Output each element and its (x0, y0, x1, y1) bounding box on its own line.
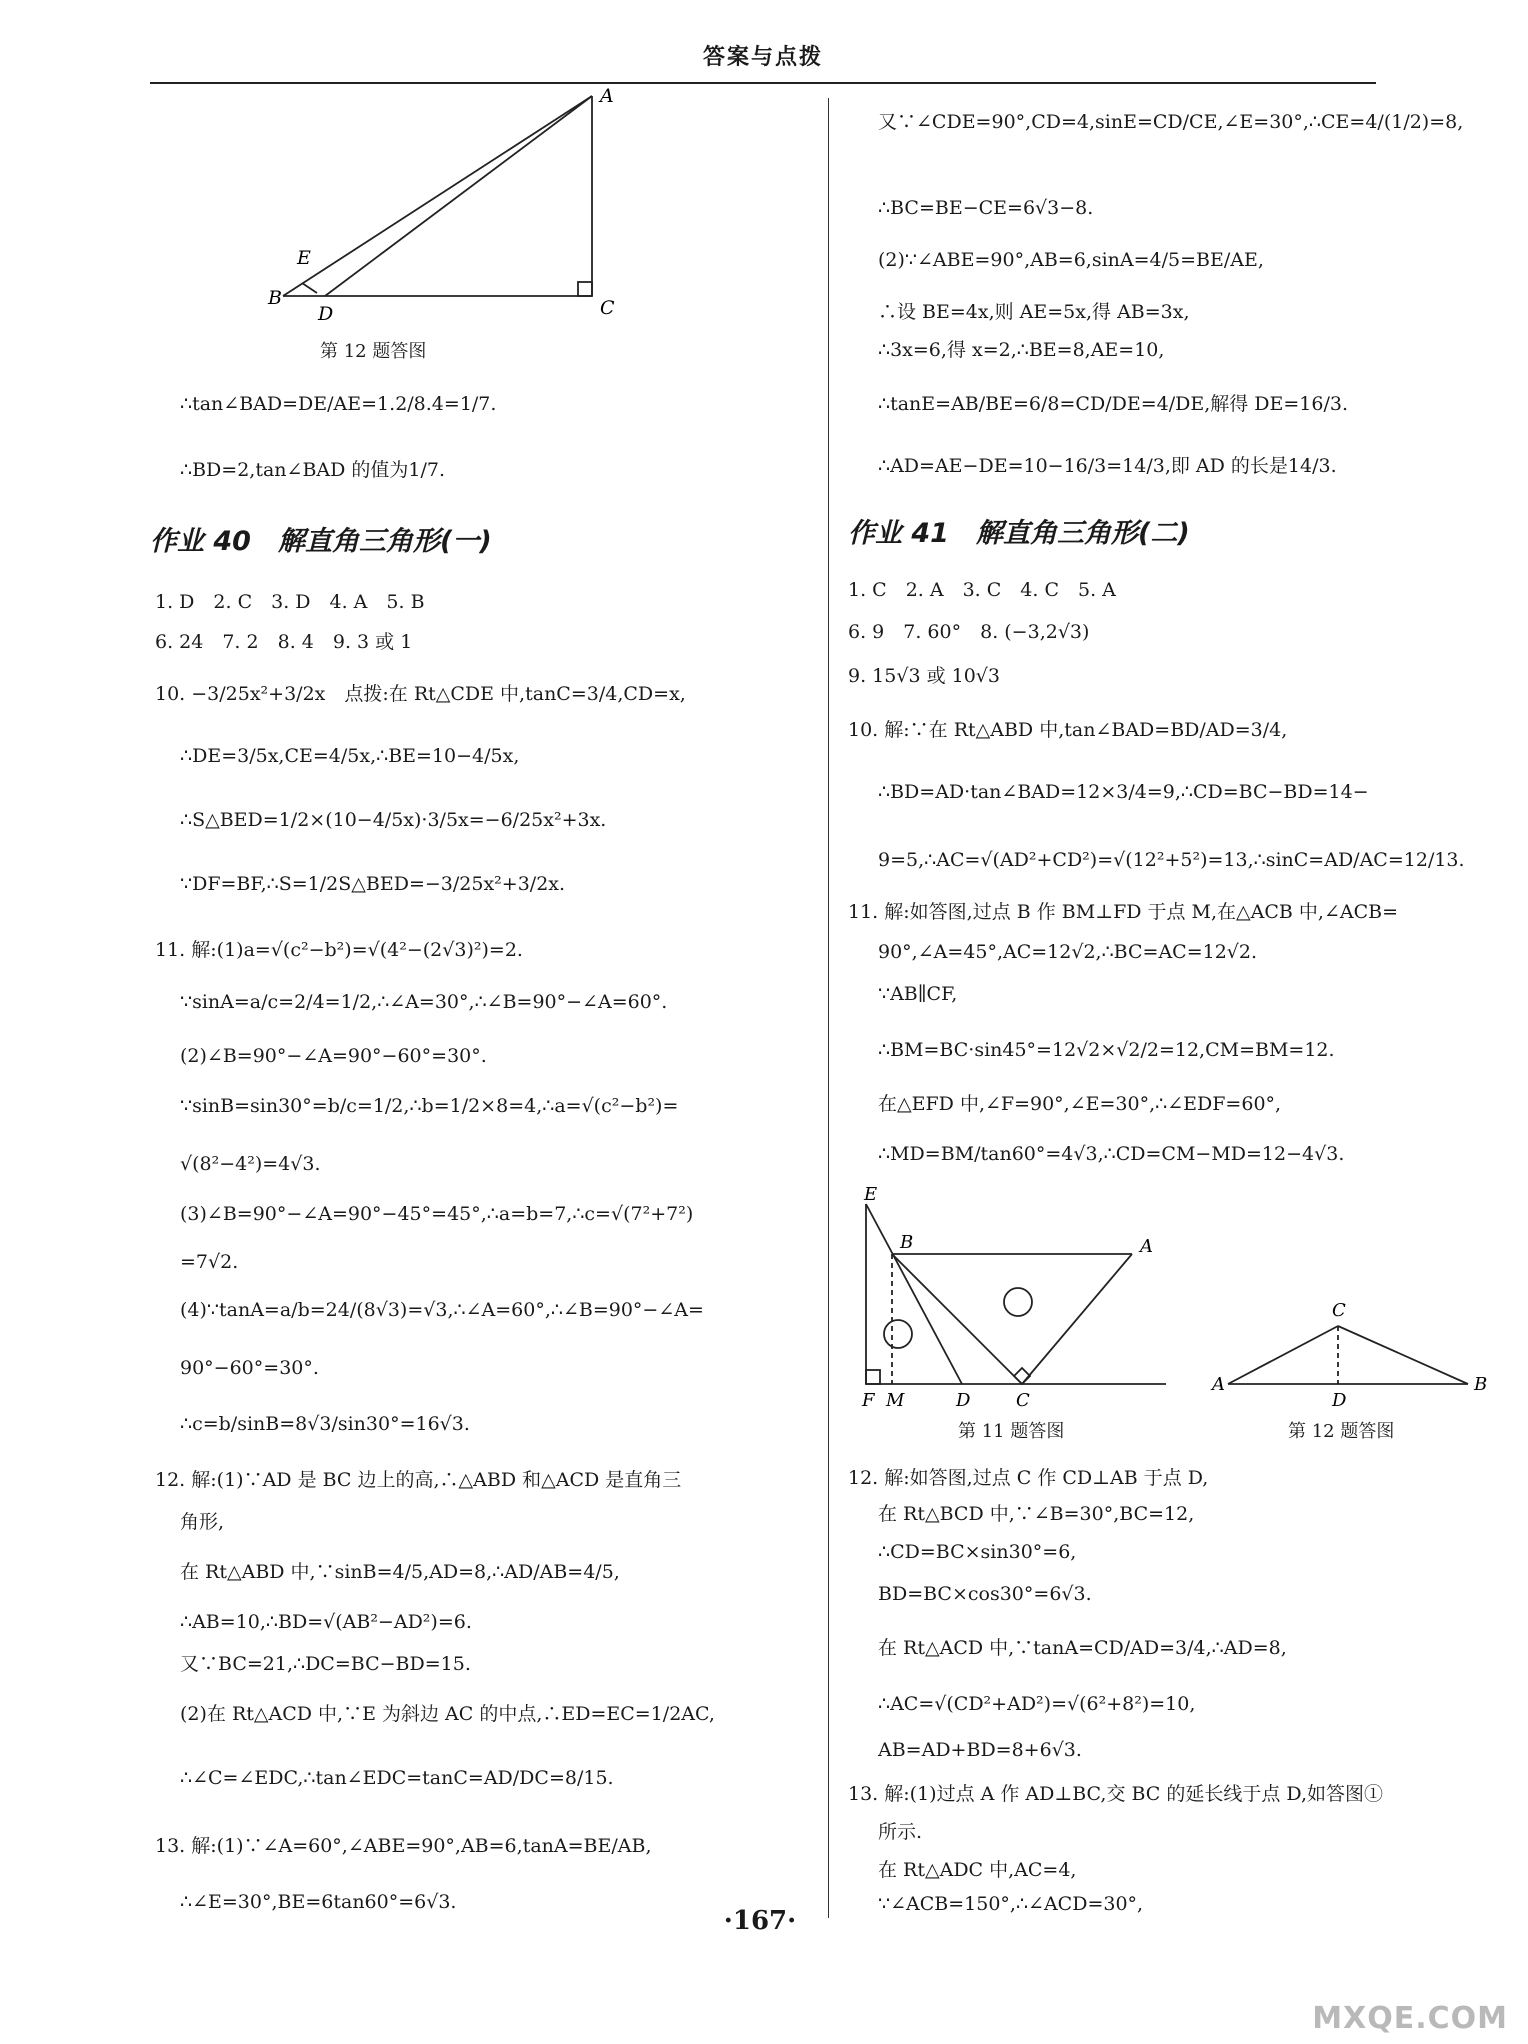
left-line-7: 11. 解:(1)a=√(c²−b²)=√(4²−(2√3)²)=2. (155, 939, 523, 961)
right-bottom-line-5: 在 Rt△ACD 中,∵tanA=CD/AD=3/4,∴AD=8, (878, 1637, 1287, 1659)
left-line-19: 在 Rt△ABD 中,∵sinB=4/5,AD=8,∴AD/AB=4/5, (180, 1561, 620, 1583)
right-mid-line-4: 10. 解:∵在 Rt△ABD 中,tan∠BAD=BD/AD=3/4, (848, 719, 1288, 741)
right-bottom-line-9: 所示. (878, 1821, 923, 1843)
fig11-label-f: F (862, 1390, 875, 1411)
fig12-right-caption: 第 12 题答图 (1288, 1421, 1395, 1442)
left-line-17: 12. 解:(1)∵AD 是 BC 边上的高,∴△ABD 和△ACD 是直角三 (155, 1469, 682, 1491)
right-mid-line-10: ∴BM=BC·sin45°=12√2×√2/2=12,CM=BM=12. (878, 1039, 1335, 1061)
right-top-line-7: ∴AD=AE−DE=10−16/3=14/3,即 AD 的长是14/3. (878, 455, 1337, 477)
left-top-line-1: ∴tan∠BAD=DE/AE=1.2/8.4=1/7. (180, 393, 497, 415)
right-mid-line-3: 9. 15√3 或 10√3 (848, 665, 1000, 687)
right-mid-line-8: 90°,∠A=45°,AC=12√2,∴BC=AC=12√2. (878, 941, 1258, 963)
page-number: ·167· (723, 1906, 797, 1936)
right-bottom-line-7: AB=AD+BD=8+6√3. (878, 1739, 1082, 1761)
fig11-label-b: B (900, 1232, 914, 1253)
right-top-line-1: 又∵∠CDE=90°,CD=4,sinE=CD/CE,∠E=30°,∴CE=4/(1/2)=8, (878, 111, 1464, 133)
right-mid-line-1: 1. C 2. A 3. C 4. C 5. A (848, 579, 1116, 601)
right-top-line-4: ∴设 BE=4x,则 AE=5x,得 AB=3x, (878, 301, 1190, 323)
right-mid-line-2: 6. 9 7. 60° 8. (−3,2√3) (848, 621, 1090, 643)
left-line-15: 90°−60°=30°. (180, 1357, 319, 1379)
header-rule (150, 82, 1376, 84)
left-line-23: ∴∠C=∠EDC,∴tan∠EDC=tanC=AD/DC=8/15. (180, 1767, 614, 1789)
left-line-13: =7√2. (180, 1251, 239, 1273)
left-line-21: 又∵BC=21,∴DC=BC−BD=15. (180, 1653, 471, 1675)
left-line-5: ∴S△BED=1/2×(10−4/5x)·3/5x=−6/25x²+3x. (180, 809, 607, 831)
left-line-14: (4)∵tanA=a/b=24/(8√3)=√3,∴∠A=60°,∴∠B=90°−∠A= (180, 1299, 704, 1321)
right-bottom-line-4: BD=BC×cos30°=6√3. (878, 1583, 1092, 1605)
left-line-3: 10. −3/25x²+3/2x 点拨:在 Rt△CDE 中,tanC=3/4,CD=x, (155, 683, 686, 705)
fig12-label-e: E (297, 247, 311, 269)
fig11-label-m: M (886, 1390, 905, 1411)
left-line-6: ∵DF=BF,∴S=1/2S△BED=−3/25x²+3/2x. (180, 873, 566, 895)
right-bottom-line-11: ∵∠ACB=150°,∴∠ACD=30°, (878, 1893, 1144, 1915)
figure-12-left (150, 85, 810, 420)
right-mid-line-12: ∴MD=BM/tan60°=4√3,∴CD=CM−MD=12−4√3. (878, 1143, 1345, 1165)
fig12-label-b: B (268, 287, 282, 309)
left-top-line-2: ∴BD=2,tan∠BAD 的值为1/7. (180, 459, 446, 481)
fig11-caption: 第 11 题答图 (958, 1421, 1065, 1442)
fig12-right-label-d: D (1332, 1390, 1347, 1411)
fig12-right-label-a: A (1212, 1374, 1225, 1395)
right-bottom-line-8: 13. 解:(1)过点 A 作 AD⊥BC,交 BC 的延长线于点 D,如答图① (848, 1783, 1384, 1805)
left-line-4: ∴DE=3/5x,CE=4/5x,∴BE=10−4/5x, (180, 745, 520, 767)
fig11-label-c: C (1016, 1390, 1030, 1411)
right-top-line-5: ∴3x=6,得 x=2,∴BE=8,AE=10, (878, 339, 1165, 361)
right-mid-line-7: 11. 解:如答图,过点 B 作 BM⊥FD 于点 M,在△ACB 中,∠ACB= (848, 901, 1399, 923)
right-bottom-line-3: ∴CD=BC×sin30°=6, (878, 1541, 1077, 1563)
left-line-11: √(8²−4²)=4√3. (180, 1153, 321, 1175)
right-bottom-line-6: ∴AC=√(CD²+AD²)=√(6²+8²)=10, (878, 1693, 1196, 1715)
left-line-22: (2)在 Rt△ACD 中,∵E 为斜边 AC 的中点,∴ED=EC=1/2AC, (180, 1703, 715, 1725)
fig12-right-label-c: C (1332, 1300, 1346, 1321)
right-top-line-6: ∴tanE=AB/BE=6/8=CD/DE=4/DE,解得 DE=16/3. (878, 393, 1349, 415)
right-mid-line-5: ∴BD=AD·tan∠BAD=12×3/4=9,∴CD=BC−BD=14− (878, 781, 1369, 803)
right-mid-line-11: 在△EFD 中,∠F=90°,∠E=30°,∴∠EDF=60°, (878, 1093, 1282, 1115)
left-line-9: (2)∠B=90°−∠A=90°−60°=30°. (180, 1045, 487, 1067)
left-line-18: 角形, (180, 1511, 225, 1533)
left-line-10: ∵sinB=sin30°=b/c=1/2,∴b=1/2×8=4,∴a=√(c²−b²)= (180, 1095, 679, 1117)
fig12-label-a: A (600, 85, 614, 107)
left-line-1: 1. D 2. C 3. D 4. A 5. B (155, 591, 425, 613)
right-top-line-3: (2)∵∠ABE=90°,AB=6,sinA=4/5=BE/AE, (878, 249, 1264, 271)
section-title-40: 作业 40 解直角三角形(一) (150, 526, 492, 557)
left-line-12: (3)∠B=90°−∠A=90°−45°=45°,∴a=b=7,∴c=√(7²+7²) (180, 1203, 694, 1225)
left-line-20: ∴AB=10,∴BD=√(AB²−AD²)=6. (180, 1611, 472, 1633)
fig12-label-d: D (318, 303, 334, 325)
right-mid-line-6: 9=5,∴AC=√(AD²+CD²)=√(12²+5²)=13,∴sinC=AD/AC=12/13. (878, 849, 1465, 871)
fig11-label-a: A (1140, 1236, 1153, 1257)
page-header: 答案与点拨 (702, 45, 823, 70)
fig11-label-e: E (864, 1184, 878, 1205)
figure-11-12-right (848, 1184, 1528, 1446)
fig11-label-d: D (956, 1390, 971, 1411)
fig12-right-label-b: B (1474, 1374, 1488, 1395)
left-line-2: 6. 24 7. 2 8. 4 9. 3 或 1 (155, 631, 413, 653)
right-mid-line-9: ∵AB∥CF, (878, 983, 958, 1005)
right-bottom-line-10: 在 Rt△ADC 中,AC=4, (878, 1859, 1077, 1881)
left-line-16: ∴c=b/sinB=8√3/sin30°=16√3. (180, 1413, 470, 1435)
right-top-line-2: ∴BC=BE−CE=6√3−8. (878, 197, 1094, 219)
section-title-41: 作业 41 解直角三角形(二) (848, 518, 1190, 549)
left-line-24: 13. 解:(1)∵∠A=60°,∠ABE=90°,AB=6,tanA=BE/AB, (155, 1835, 652, 1857)
fig12-caption: 第 12 题答图 (320, 341, 427, 362)
column-divider (828, 98, 829, 1918)
left-line-8: ∵sinA=a/c=2/4=1/2,∴∠A=30°,∴∠B=90°−∠A=60°. (180, 991, 668, 1013)
left-line-25: ∴∠E=30°,BE=6tan60°=6√3. (180, 1891, 457, 1913)
watermark: MXQE.COM (1312, 2001, 1508, 2036)
fig12-label-c: C (600, 297, 615, 319)
right-bottom-line-2: 在 Rt△BCD 中,∵∠B=30°,BC=12, (878, 1503, 1195, 1525)
right-bottom-line-1: 12. 解:如答图,过点 C 作 CD⊥AB 于点 D, (848, 1467, 1209, 1489)
